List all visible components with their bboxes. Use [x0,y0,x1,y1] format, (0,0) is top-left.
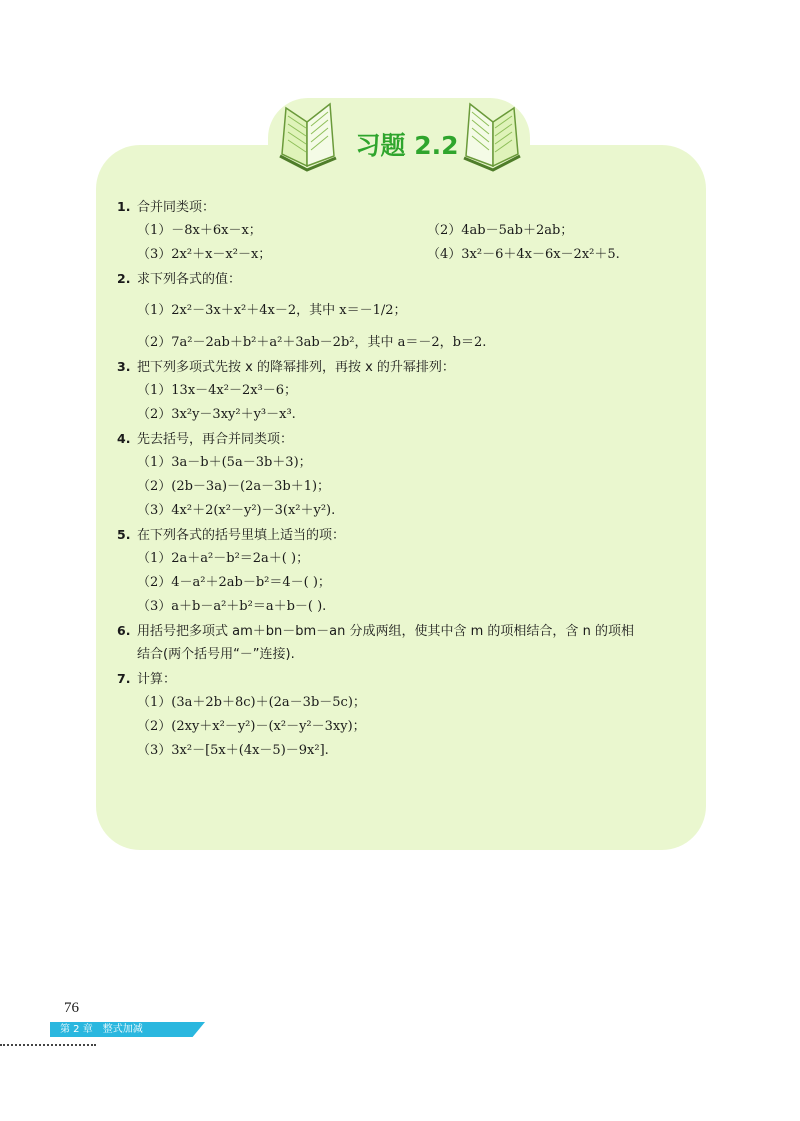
dotted-divider [0,1044,96,1046]
problem-text-continued: 结合(两个括号用“－”连接). [137,647,295,662]
problem-part: （3）a＋b－a²＋b²＝a＋b－( ). [137,599,327,614]
problem-text: 用括号把多项式 am＋bn－bm－an 分成两组，使其中含 m 的项相结合，含 n 的项相 [137,624,634,639]
page-number: 76 [64,1000,79,1016]
problem-part: （1）3a－b＋(5a－3b＋3)； [137,455,312,470]
problem-part: （3）2x²＋x－x²－x； [137,247,272,262]
problem-part: （4）3x²－6＋4x－6x－2x²＋5. [427,247,620,262]
problem-part: （2）3x²y－3xy²＋y³－x³. [137,407,296,422]
problem-part: （2）4－a²＋2ab－b²＝4－( )； [137,575,331,590]
problem-1 [117,195,697,267]
open-book-icon [462,100,524,172]
problem-part: （2）(2xy＋x²－y²)－(x²－y²－3xy)； [137,719,366,734]
problem-number: 7. [117,671,131,686]
problem-2 [117,267,697,355]
problem-text: 在下列各式的括号里填上适当的项： [137,528,346,543]
exercise-list [117,195,697,763]
problem-5 [117,523,697,619]
page-title: 习题 2.2 [355,131,459,160]
problem-number: 3. [117,359,131,374]
problem-part: （3）4x²＋2(x²－y²)－3(x²＋y²). [137,503,336,518]
problem-text: 先去括号，再合并同类项： [137,432,294,447]
problem-text: 合并同类项： [137,200,216,215]
problem-part: （1）2a＋a²－b²＝2a＋( )； [137,551,310,566]
chapter-label: 第 2 章 整式加减 [60,1024,143,1035]
problem-number: 2. [117,271,131,286]
problem-part: （2）4ab－5ab＋2ab； [427,223,574,238]
problem-part: （2）(2b－3a)－(2a－3b＋1)； [137,479,331,494]
problem-6 [117,619,697,667]
problem-part: （1）2x²－3x＋x²＋4x－2，其中 x＝－1/2； [137,303,407,318]
problem-number: 1. [117,199,131,214]
problem-part: （1）－8x＋6x－x； [137,223,262,238]
problem-part: （1）(3a＋2b＋8c)＋(2a－3b－5c)； [137,695,366,710]
problem-text: 把下列多项式先按 x 的降幂排列，再按 x 的升幂排列： [137,360,455,375]
problem-number: 6. [117,623,131,638]
open-book-icon [276,100,338,172]
problem-part: （1）13x－4x²－2x³－6； [137,383,298,398]
problem-number: 4. [117,431,131,446]
problem-text: 计算： [137,672,177,687]
problem-part: （3）3x²－[5x＋(4x－5)－9x²]. [137,743,329,758]
problem-7 [117,667,697,763]
problem-part: （2）7a²－2ab＋b²＋a²＋3ab－2b²，其中 a＝－2，b＝2. [137,335,487,350]
problem-number: 5. [117,527,131,542]
problem-3 [117,355,697,427]
problem-4 [117,427,697,523]
problem-text: 求下列各式的值： [137,272,242,287]
